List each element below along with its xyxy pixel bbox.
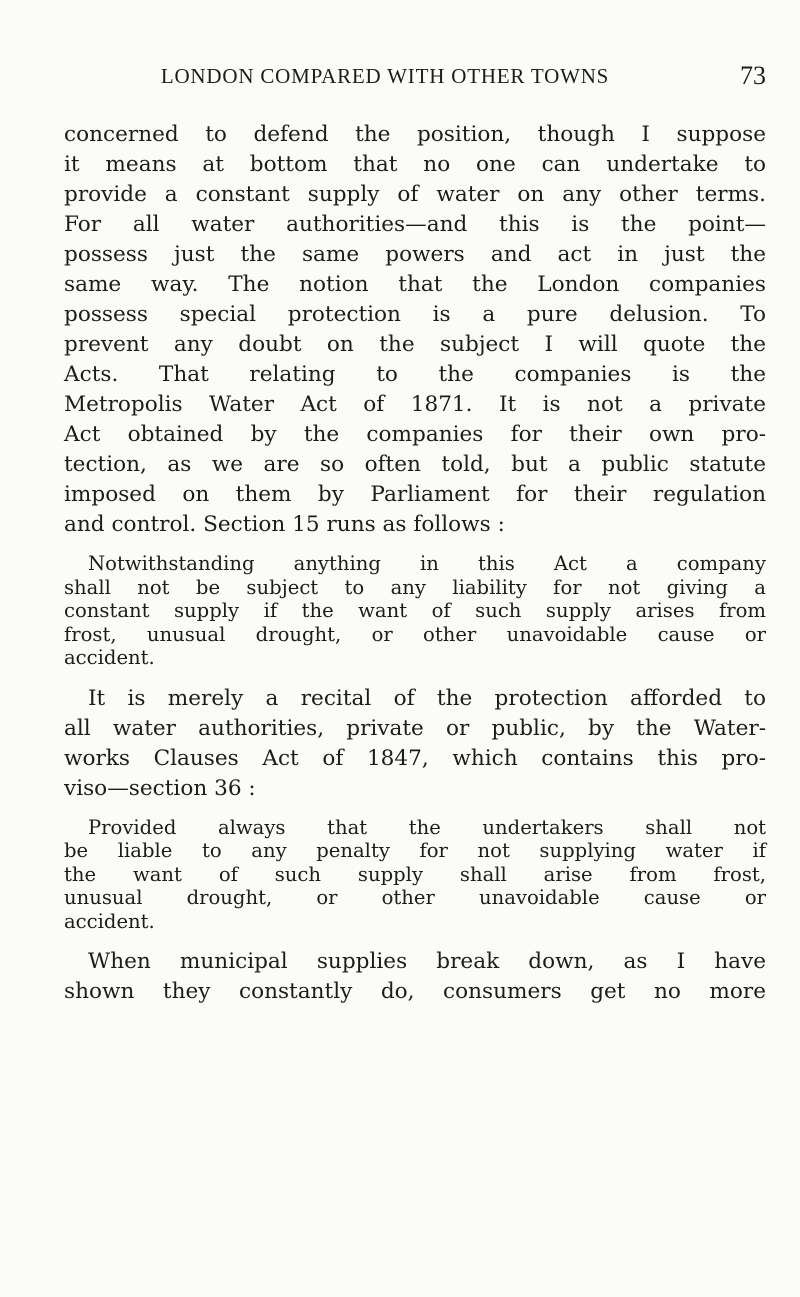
quote-line: shall not be subject to any liability for not giving a — [64, 575, 766, 599]
quote-line: the want of such supply shall arise from frost, — [64, 862, 766, 886]
quote-line: Notwithstanding anything in this Act a company — [88, 552, 766, 575]
text-line: all water authorities, private or public, by the Water- — [64, 715, 766, 741]
paragraph-3 — [64, 947, 766, 1007]
spacer — [64, 540, 766, 552]
text-line: When municipal supplies break down, as I have — [88, 949, 766, 974]
text-line: same way. The notion that the London companies — [64, 272, 766, 297]
spacer — [64, 804, 766, 816]
page-number: 73 — [740, 61, 766, 90]
text-line: possess just the same powers and act in just the — [64, 242, 766, 267]
paragraph-1 — [64, 120, 766, 540]
text-line: and control. Section 15 runs as follows : — [64, 512, 505, 537]
running-head — [64, 58, 766, 94]
running-title: LONDON COMPARED WITH OTHER TOWNS — [160, 64, 610, 88]
text-line: Metropolis Water Act of 1871. It is not a private — [64, 392, 766, 417]
quote-line: accident. — [64, 646, 155, 669]
text-line: works Clauses Act of 1847, which contains this pro- — [64, 745, 766, 771]
spacer — [64, 670, 766, 684]
text-line: prevent any doubt on the subject I will quote the — [64, 332, 766, 357]
text-line: possess special protection is a pure delusion. To — [64, 302, 766, 327]
quotation-1 — [64, 552, 766, 670]
text-line: viso—section 36 : — [64, 775, 256, 801]
text-line: it means at bottom that no one can undertake to — [64, 152, 766, 177]
text-line: concerned to defend the position, though I suppose — [64, 122, 766, 147]
quote-line: be liable to any penalty for not supplying water if — [64, 839, 766, 862]
quote-line: frost, unusual drought, or other unavoidable cause or — [64, 622, 766, 646]
text-line: It is merely a recital of the protection afforded to — [88, 685, 766, 711]
quote-line: constant supply if the want of such supply arises from — [64, 599, 766, 622]
text-line: Act obtained by the companies for their own pro- — [64, 422, 766, 447]
text-line: Acts. That relating to the companies is the — [64, 362, 766, 387]
text-line: tection, as we are so often told, but a public statute — [64, 452, 766, 477]
text-line: For all water authorities—and this is the point— — [64, 212, 766, 237]
text-line: provide a constant supply of water on any other terms. — [64, 182, 766, 207]
quote-line: unusual drought, or other unavoidable cause or — [64, 886, 766, 909]
text-line: shown they constantly do, consumers get no more — [64, 979, 766, 1004]
text-line: imposed on them by Parliament for their regulation — [64, 482, 766, 507]
quote-line: accident. — [64, 909, 155, 933]
quotation-2 — [64, 816, 766, 934]
body-text — [64, 120, 766, 1007]
spacer — [64, 933, 766, 947]
quote-line: Provided always that the undertakers shall not — [88, 815, 766, 839]
paragraph-2 — [64, 684, 766, 804]
